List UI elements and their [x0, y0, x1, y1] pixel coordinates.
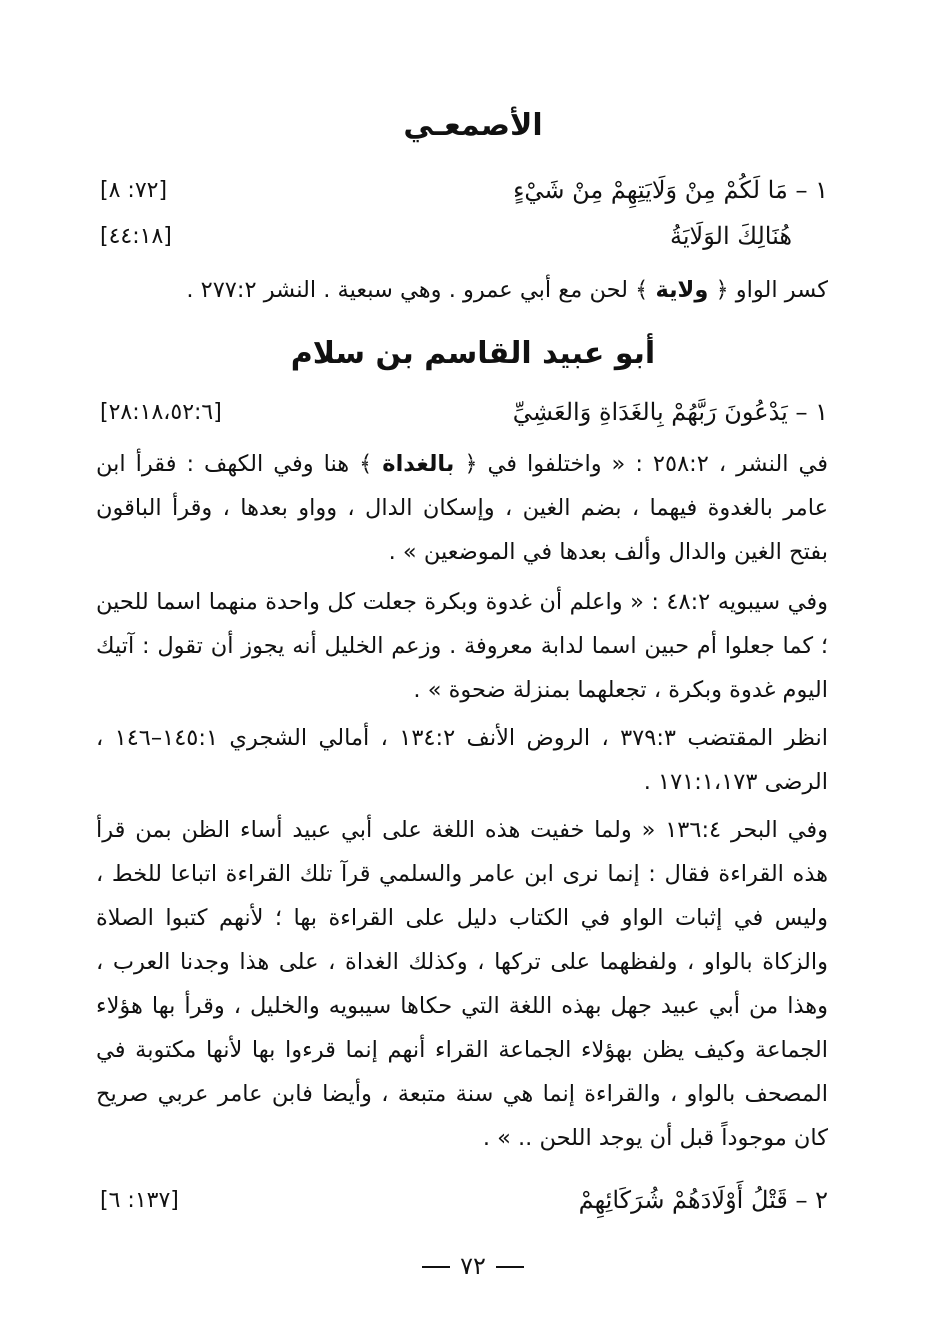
paragraph-nashr: في النشر ، ٢٥٨:٢ : « واختلفوا في ﴿ بالغداة ﴾ هنا وفي الكهف : فقرأ ابن عامر بالغدوة فيهما ، بضم الغين ، وإسكان الدال ، وواو بعدها ، وقرأ الباقون بفتح الغين والدال وألف بعدها في الموضعين » . — [96, 451, 828, 565]
section-title-abu-ubaid: أبو عبيد القاسم بن سلام — [290, 336, 656, 371]
verse-reference: [٢٨:١٨،٥٢:٦] — [100, 399, 222, 425]
bold-term: ولاية — [655, 277, 709, 303]
verse-text: هُنَالِكَ الوَلَايَةُ — [670, 222, 792, 250]
paragraph-references: انظر المقتضب ٣٧٩:٣ ، الروض الأنف ١٣٤:٢ ، أمالي الشجري ١٤٥:١–١٤٦ ، الرضى ١٧١:١،١٧٣ . — [96, 725, 828, 795]
note-paragraph: كسر الواو ﴿ ولاية ﴾ لحن مع أبي عمرو . وهي سبعية . النشر ٢٧٧:٢ . — [186, 277, 828, 303]
verse-line — [100, 1180, 828, 1220]
paragraph-bahr: وفي البحر ١٣٦:٤ « ولما خفيت هذه اللغة على أبي عبيد أساء الظن بمن قرأ هذه القراءة فقال : إنما نرى ابن عامر والسلمي قرآ تلك القراءة اتباعا للخط ، وليس في إثبات الواو في الكتاب دليل على القراءة بها ؛ لأنهم كتبوا الصلاة والزكاة بالواو ، ولفظهما على تركها ، وكذلك الغداة ، على هذا وجدنا العرب ، وهذا من أبي عبيد جهل بهذه اللغة التي حكاها سيبويه والخليل ، وقرأ بها هؤلاء الجماعة وكيف يظن بهؤلاء الجماعة القراء أنهم إنما قرءوا بها لأنها مكتوبة في المصحف بالواو ، والقراءة إنما هي سنة متبعة ، وأيضا فابن عامر عربي صريح كان موجوداً قبل أن يوجد اللحن .. » . — [96, 817, 828, 1151]
verse-reference: [١٣٧: ٦] — [100, 1187, 179, 1213]
page-number: ٧٢ — [0, 1252, 946, 1280]
section-title-asmai: الأصمعـي — [403, 108, 543, 143]
verse-text: ١ – يَدْعُونَ رَبَّهُمْ بِالغَدَاةِ وَالعَشِيِّ — [512, 398, 828, 426]
dash-decoration — [422, 1266, 450, 1268]
verse-text: ٢ – قَتْلُ أَوْلَادَهُمْ شُرَكَائِهِمْ — [578, 1186, 828, 1214]
verse-line — [100, 216, 828, 256]
bold-term: بالغداة — [382, 451, 455, 477]
verse-reference: [٤٤:١٨] — [100, 223, 172, 249]
verse-line — [100, 170, 828, 210]
verse-reference: [٧٢: ٨] — [100, 177, 168, 203]
paragraph-sibawayh: وفي سيبويه ٤٨:٢ : « واعلم أن غدوة وبكرة جعلت كل واحدة منهما اسما للحين ؛ كما جعلوا أم حبين اسما لدابة معروفة . وزعم الخليل أنه يجوز أن تقول : آتيك اليوم غدوة وبكرة ، تجعلهما بمنزلة ضحوة » . — [96, 589, 828, 703]
dash-decoration — [496, 1266, 524, 1268]
verse-line — [100, 392, 828, 432]
verse-text: ١ – مَا لَكُمْ مِنْ وَلَايَتِهِمْ مِنْ شَيْءٍ — [513, 176, 828, 204]
